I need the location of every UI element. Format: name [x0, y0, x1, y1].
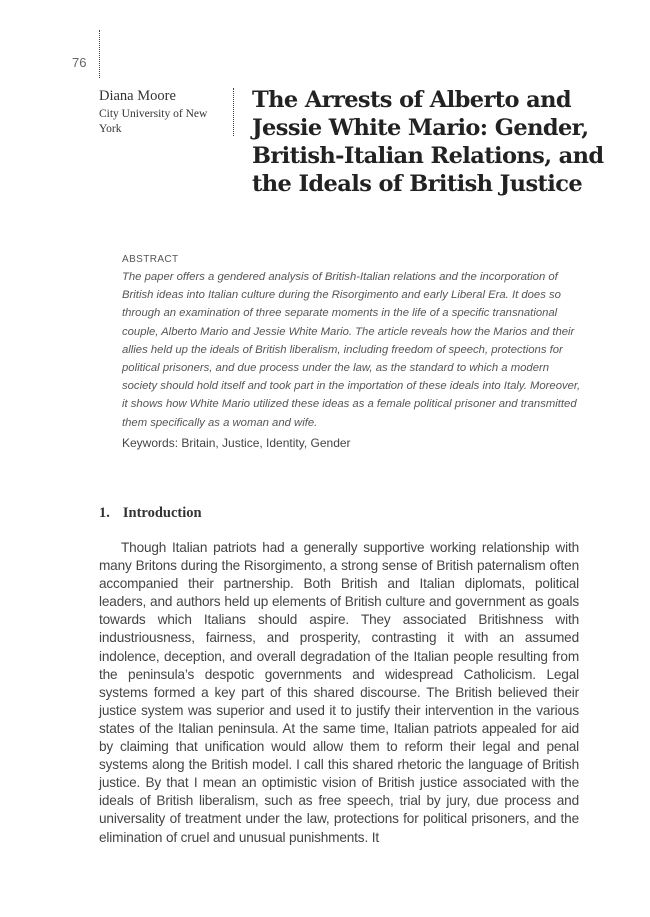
abstract-label: ABSTRACT: [122, 254, 179, 265]
article-title: The Arrests of Alberto and Jessie White Mario: Gender, British-Italian Relations, and the Ideals of British Justice: [252, 87, 604, 197]
author-affiliation: City University of New York: [99, 108, 208, 135]
author-name: Diana Moore: [99, 88, 176, 104]
author-block: [99, 88, 224, 137]
keywords: Keywords: Britain, Justice, Identity, Gender: [122, 435, 351, 450]
title-divider: [233, 88, 234, 136]
page-number-divider: [99, 30, 100, 78]
body-paragraph: Though Italian patriots had a generally supportive working relationship with many Britons during the Risorgimento, a strong sense of British paternalism often accompanied their partnership. Both British and Italian diplomats, political leaders, and authors held up elements of British culture and government as goals towards which Italians should aspire. They associated Britishness with industriousness, fairness, and prosperity, contrasting it with an assumed indolence, deception, and overall degradation of the Italian people resulting from the peninsula’s despotic governments and widespread Catholicism. Legal systems formed a key part of this shared discourse. The British believed their justice system was superior and used it to justify their intervention in the various states of the Italian peninsula. At the same time, Italian patriots appealed for aid by claiming that unification would allow them to reform their legal and penal systems along the British model. I call this shared rhetoric the language of British justice. By that I mean an optimistic vision of British justice associated with the ideals of British liberalism, such as free speech, trial by jury, due process and universality of treatment under the law, protections for political prisoners, and the elimination of cruel and unusual punishments. It: [99, 540, 579, 845]
abstract-block: [122, 254, 582, 452]
section-title: Introduction: [122, 505, 202, 521]
page-number: 76: [72, 55, 87, 70]
section-number: 1.: [99, 505, 110, 521]
abstract-text: The paper offers a gendered analysis of British-Italian relations and the incorporation of British ideas into Italian culture during the Risorgimento and early Liberal Era. It does so through an examination of three separate moments in the life of a specific transnational couple, Alberto Mario and Jessie White Mario. The article reveals how the Marios and their allies held up the ideals of British liberalism, including freedom of speech, protections for political prisoners, and due process under the law, as the standard to which a modern society should hold itself and took part in the importation of these ideals into Italy. Moreover, it shows how White Mario utilized these ideas as a female political prisoner and transmitted them specifically as a woman and wife.: [122, 271, 581, 429]
section-heading: [99, 505, 202, 522]
